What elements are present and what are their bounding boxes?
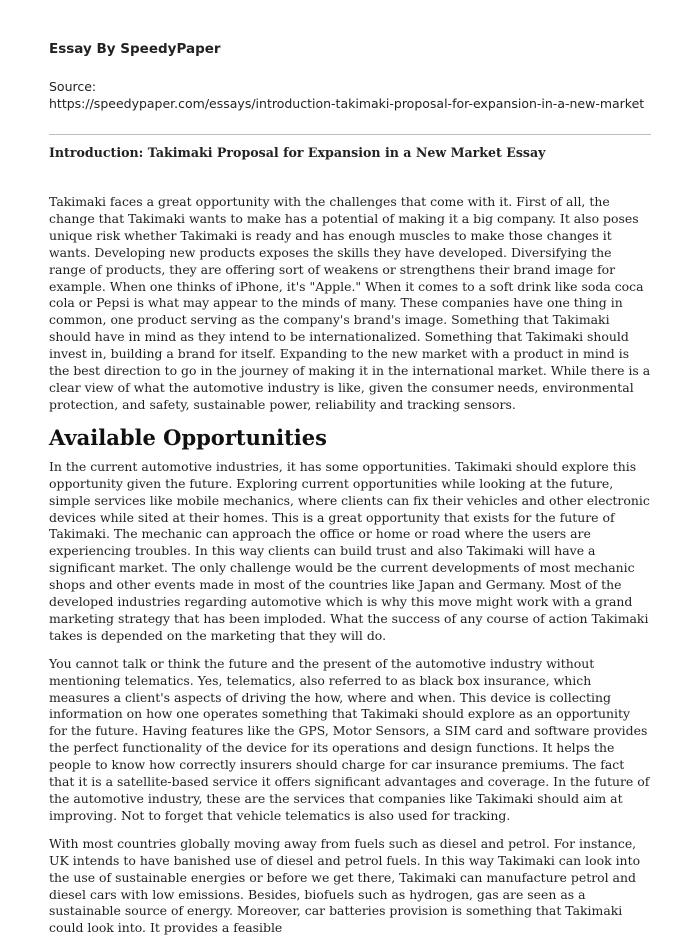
section-heading: Available Opportunities	[49, 424, 327, 450]
intro-paragraph: Takimaki faces a great opportunity with the challenges that come with it. First of all, the change that Takimaki wants to make has a potential of making it a big company. It also poses unique risk whether Takimaki is ready and has enough muscles to make those changes it wants. Developing new products exposes the skills they have developed. Diversifying the range of products, they are offering sort of weakens or strengthens their brand image for example. When one thinks of iPhone, it's "Apple." When it comes to a soft drink like soda coca cola or Pepsi is what may appear to the minds of many. These companies have one thing in common, one product serving as the company's brand's image. Something that Takimaki should have in mind as they intend to be internationalized. Something that Takimaki should invest in, building a brand for itself. Expanding to the new market with a product in mind is the best direction to go in the journey of making it in the international market. While there is a clear view of what the automotive industry is like, given the consumer needs, environmental protection, and safety, sustainable power, reliability and tracking sensors.	[49, 194, 651, 412]
paragraph-1: In the current automotive industries, it has some opportunities. Takimaki should explore this opportunity given the future. Exploring current opportunities while looking at the future, simple services like mobile mechanics, where clients can fix their vehicles and other electronic devices while sited at their homes. This is a great opportunity that exists for the future of Takimaki. The mechanic can approach the office or home or road where the users are experiencing troubles. In this way clients can build trust and also Takimaki will have a significant market. The only challenge would be the current developments of most mechanic shops and other events made in most of the countries like Japan and Germany. Most of the developed industries regarding automotive which is why this move might work with a grand marketing strategy that has been imploded. What the success of any course of action Takimaki takes is depended on the marketing that they will do.	[49, 458, 650, 643]
paragraph-2: You cannot talk or think the future and the present of the automotive industry without mentioning telematics. Yes, telematics, also referred to as black box insurance, which measures a client's aspects of driving the how, where and when. This device is collecting information on how one operates something that Takimaki should explore as an opportunity for the future. Having features like the GPS, Motor Sensors, a SIM card and software provides the perfect functionality of the device for its operations and design functions. It helps the people to know how correctly insurers should charge for car insurance premiums. The fact that it is a satellite-based service it offers significant advantages and coverage. In the future of the automotive industry, these are the services that companies like Takimaki should aim at improving. Not to forget that vehicle telematics is also used for tracking.	[49, 655, 650, 823]
source-block	[49, 78, 651, 112]
paragraph-3: With most countries globally moving away from fuels such as diesel and petrol. For instance, UK intends to have banished use of diesel and petrol fuels. In this way Takimaki can look into the use of sustainable energies or before we get there, Takimaki can manufacture petrol and diesel cars with low emissions. Besides, biofuels such as hydrogen, gas are seen as a sustainable source of energy. Moreover, car batteries provision is something that Takimaki could look into. It provides a feasible	[49, 835, 641, 936]
divider	[49, 134, 651, 135]
source-link[interactable]: https://speedypaper.com/essays/introduction-takimaki-proposal-for-expansion-in-a-new-market	[49, 96, 645, 111]
source-label: Source:	[49, 79, 97, 94]
document-title: Introduction: Takimaki Proposal for Expansion in a New Market Essay	[49, 145, 546, 160]
essay-by-heading: Essay By SpeedyPaper	[49, 41, 221, 57]
